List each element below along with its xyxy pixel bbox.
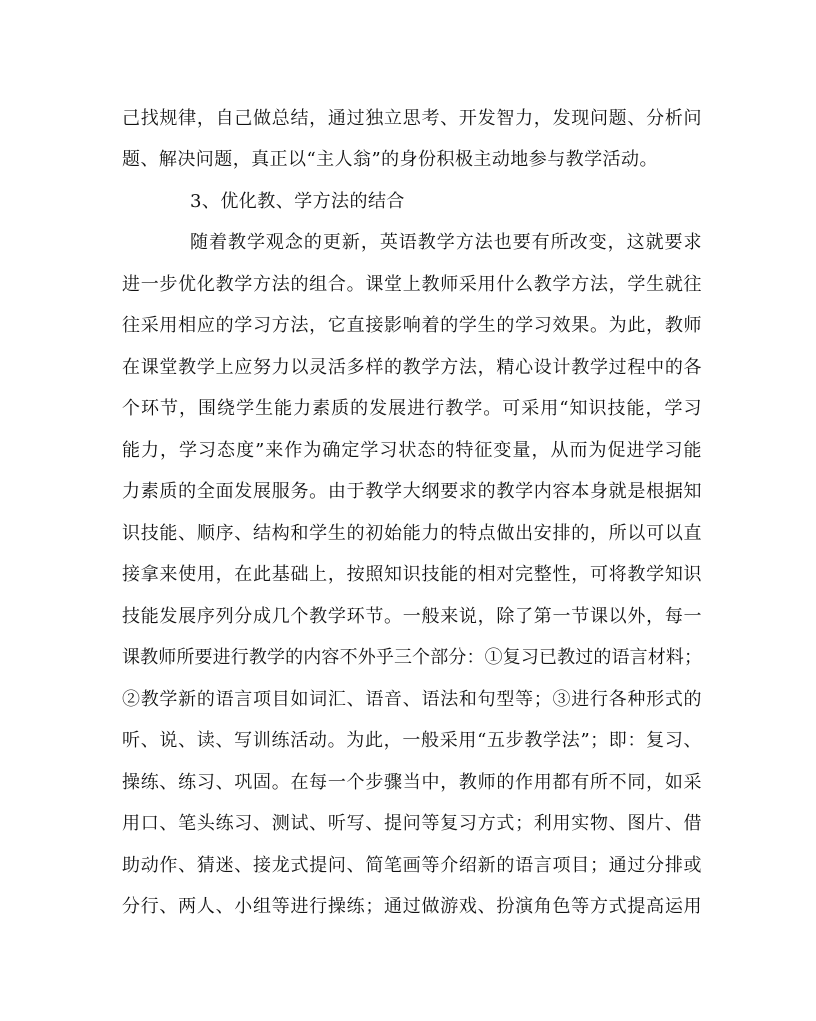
- body-text-line: 助动作、猜迷、接龙式提问、简笔画等介绍新的语言项目；通过分排或: [122, 855, 702, 876]
- body-text-line: 课教师所要进行教学的内容不外乎三个部分：①复习已教过的语言材料；: [122, 647, 702, 668]
- body-text-line: 操练、练习、巩固。在每一个步骤当中，教师的作用都有所不同，如采: [122, 772, 702, 793]
- body-text-line: 能力，学习态度”来作为确定学习状态的特征变量，从而为促进学习能: [122, 440, 702, 461]
- body-text-line: 己找规律，自己做总结，通过独立思考、开发智力，发现问题、分析问: [122, 108, 702, 129]
- body-text-line: 接拿来使用，在此基础上，按照知识技能的相对完整性，可将教学知识: [122, 564, 702, 585]
- body-text-line: 技能发展序列分成几个教学环节。一般来说，除了第一节课以外，每一: [122, 606, 702, 627]
- body-text-line: ②教学新的语言项目如词汇、语音、语法和句型等；③进行各种形式的: [122, 689, 702, 710]
- body-text-line: 识技能、顺序、结构和学生的初始能力的特点做出安排的，所以可以直: [122, 523, 702, 544]
- body-text-line: 力素质的全面发展服务。由于教学大纲要求的教学内容本身就是根据知: [122, 481, 702, 502]
- body-text-line: 用口、笔头练习、测试、听写、提问等复习方式；利用实物、图片、借: [122, 813, 702, 834]
- body-text-line: 在课堂教学上应努力以灵活多样的教学方法，精心设计教学过程中的各: [122, 357, 702, 378]
- body-text-line: 分行、两人、小组等进行操练；通过做游戏、扮演角色等方式提高运用: [122, 896, 702, 917]
- body-text-line: 题、解决问题，真正以“主人翁”的身份积极主动地参与教学活动。: [122, 149, 658, 170]
- section-heading: 3、优化教、学方法的结合: [190, 191, 405, 212]
- paragraph-first-line: 随着教学观念的更新，英语教学方法也要有所改变，这就要求: [190, 232, 702, 253]
- body-text-line: 听、说、读、写训练活动。为此，一般采用“五步教学法”；即：复习、: [122, 730, 702, 751]
- body-text-line: 个环节，围绕学生能力素质的发展进行教学。可采用“知识技能，学习: [122, 398, 702, 419]
- body-text-line: 进一步优化教学方法的组合。课堂上教师采用什么教学方法，学生就往: [122, 274, 702, 295]
- body-text-line: 往采用相应的学习方法，它直接影响着的学生的学习效果。为此，教师: [122, 315, 702, 336]
